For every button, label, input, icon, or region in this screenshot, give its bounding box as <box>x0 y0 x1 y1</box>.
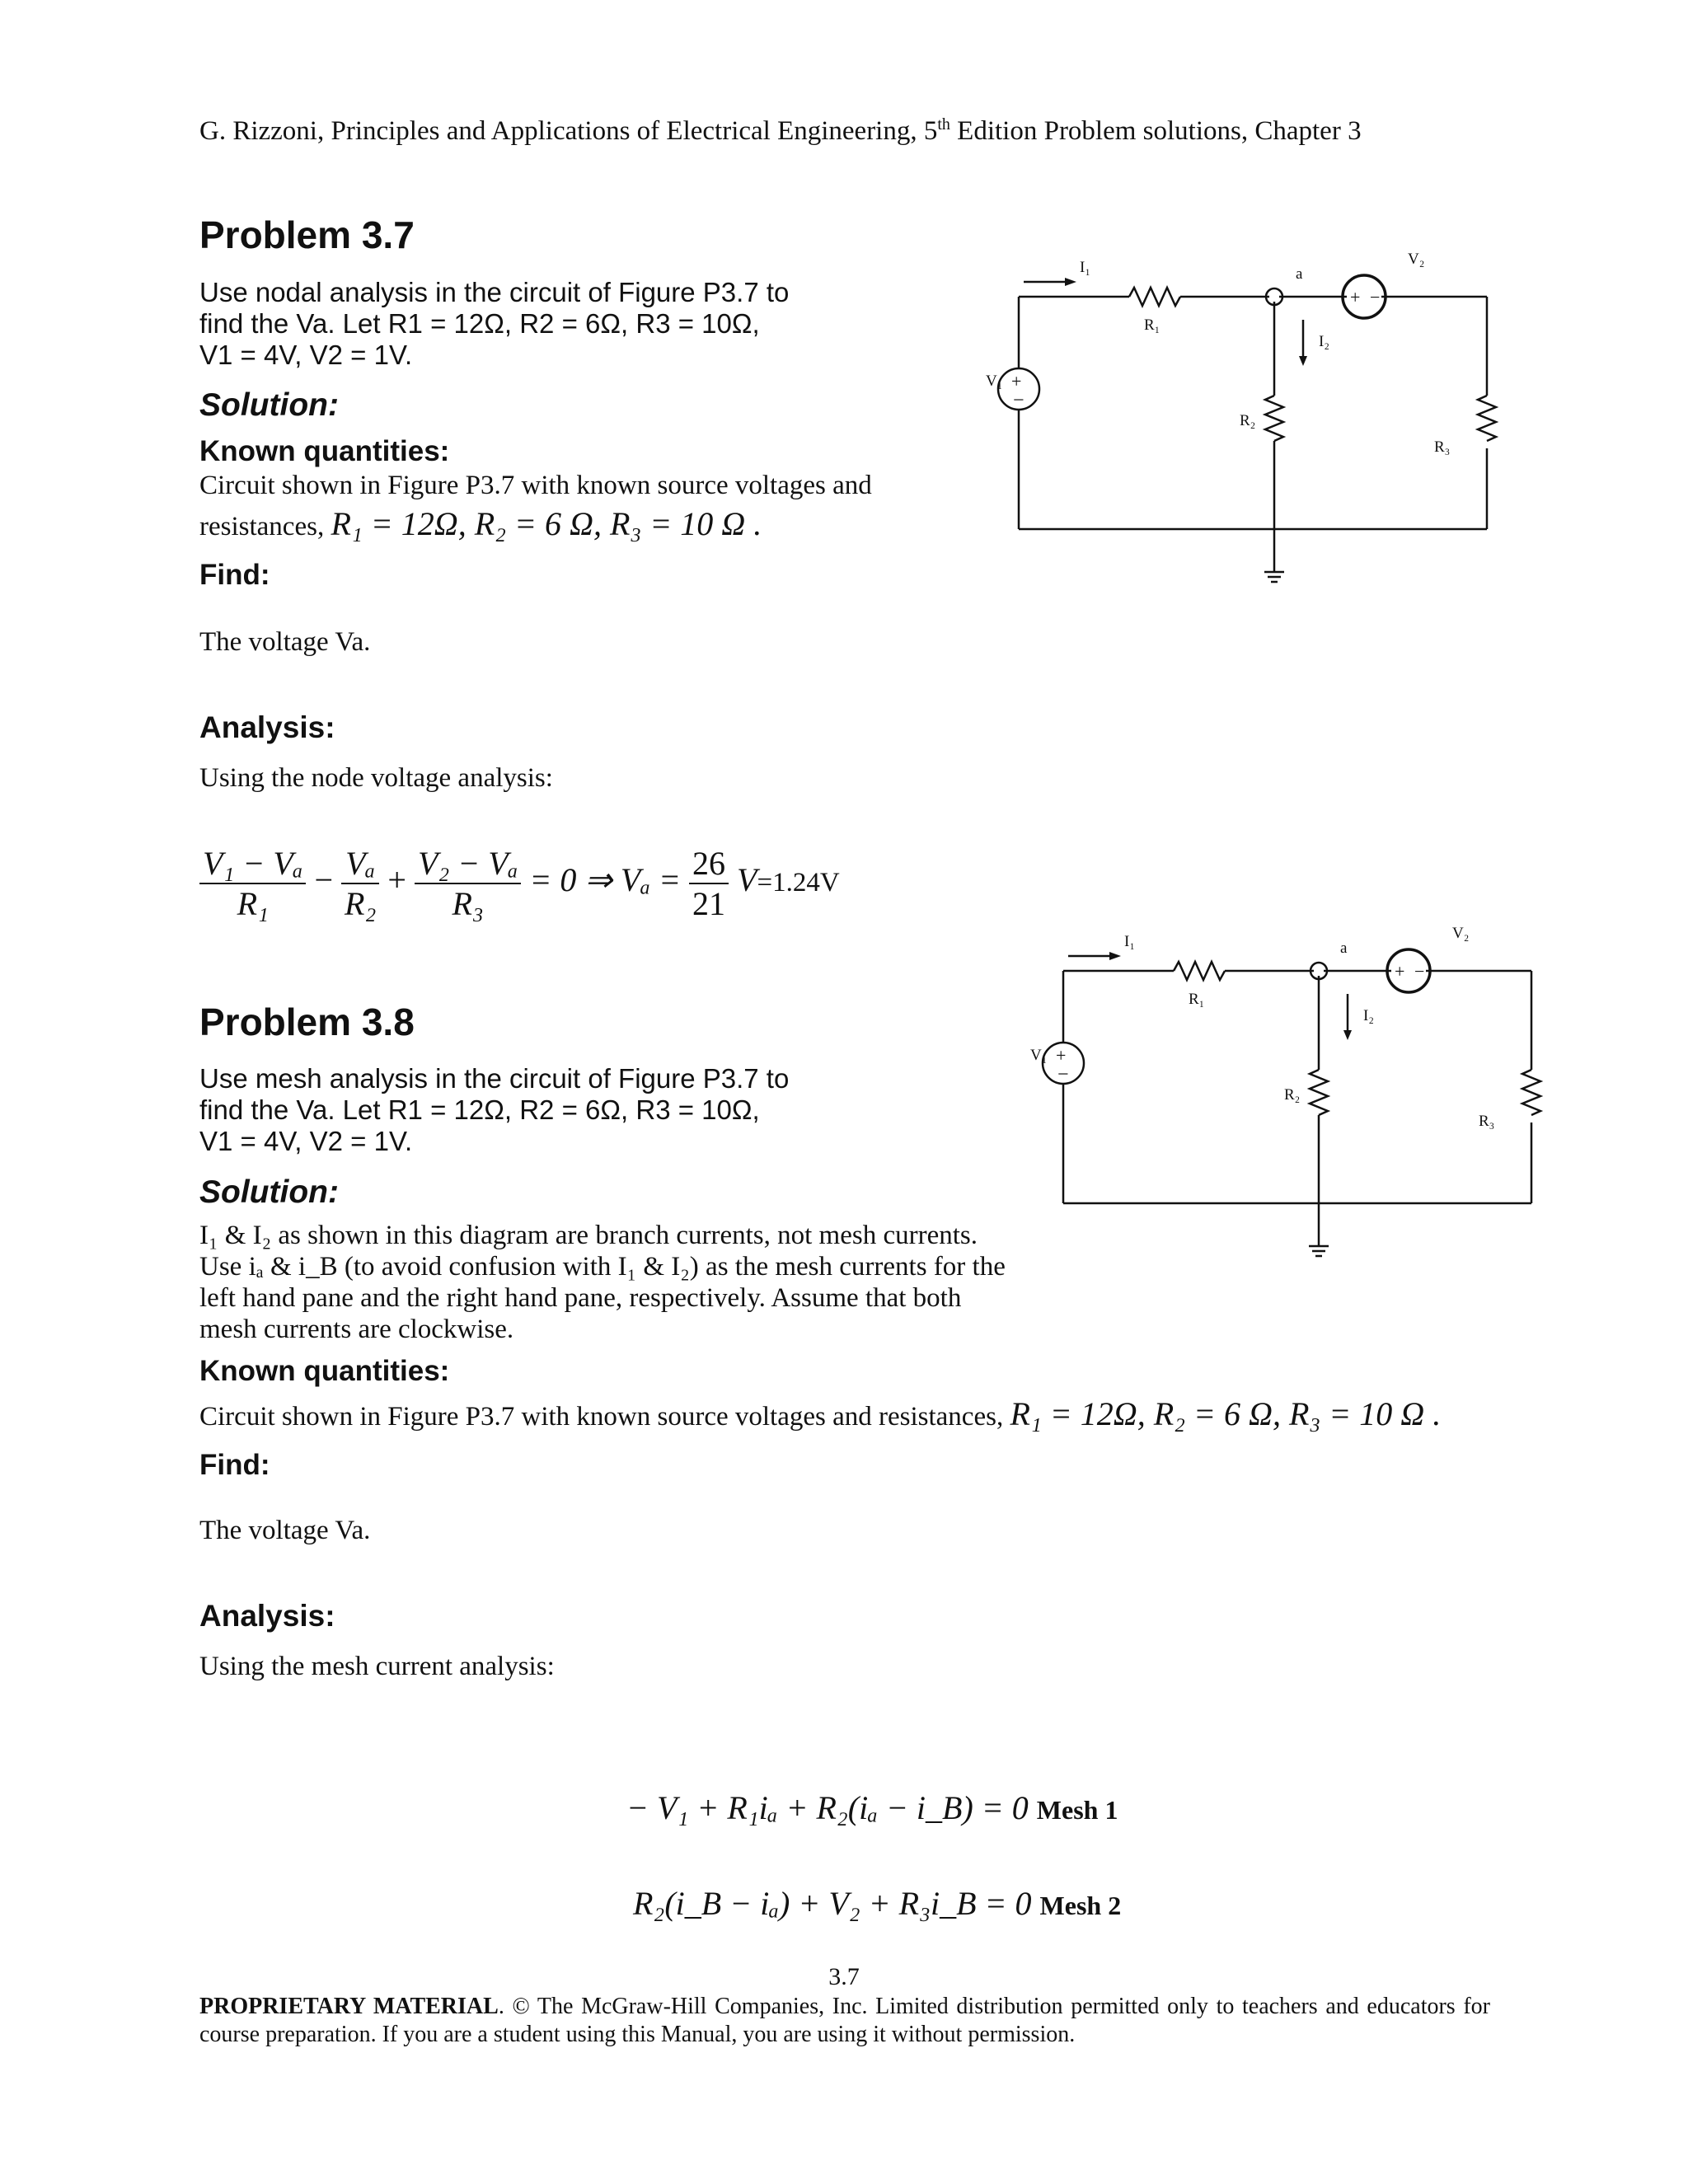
header-text-after: Edition Problem solutions, Chapter 3 <box>950 116 1362 146</box>
label-v2-plus: + <box>1395 961 1405 982</box>
mesh-2-equation <box>633 1884 1121 1923</box>
unit: V <box>737 861 757 899</box>
mesh-1-label: Mesh 1 <box>1036 1795 1118 1825</box>
label-i2: I₂ <box>1363 1007 1374 1024</box>
denominator: 21 <box>692 885 726 922</box>
mesh-2-label: Mesh 2 <box>1039 1891 1122 1920</box>
label-r3: R₃ <box>1479 1113 1495 1130</box>
label-r2: R₂ <box>1284 1086 1301 1104</box>
denominator: R₂ <box>345 885 377 922</box>
problem-3-8-statement <box>199 1063 789 1157</box>
fraction <box>341 844 379 923</box>
problem-3-7-statement <box>199 277 789 371</box>
problem-3-7-title: Problem 3.7 <box>199 213 415 256</box>
denominator: R₃ <box>452 885 484 922</box>
solution-heading: Solution: <box>199 1174 339 1210</box>
label-r1: R₁ <box>1189 991 1205 1008</box>
label-i1: I₁ <box>1124 933 1135 950</box>
header-superscript: th <box>937 115 950 134</box>
statement-line: find the Va. Let R1 = 12Ω, R2 = 6Ω, R3 = 10Ω, <box>199 1094 760 1125</box>
label-v2: V₂ <box>1408 251 1425 268</box>
nodal-equation <box>199 844 840 923</box>
numerator: Vₐ <box>341 844 379 884</box>
label-v2-minus: − <box>1414 961 1425 982</box>
statement-line: Use mesh analysis in the circuit of Figure P3.7 to <box>199 1063 790 1094</box>
numerator: V₁ − Vₐ <box>199 844 306 884</box>
analysis-heading: Analysis: <box>199 710 335 744</box>
label-v1-plus: + <box>1056 1045 1067 1066</box>
label-v2: V₂ <box>1452 925 1470 942</box>
fraction <box>415 844 521 923</box>
footer-bold: PROPRIETARY MATERIAL <box>199 1994 499 2019</box>
mesh-2-formula: R₂(i_B − iₐ) + V₂ + R₃i_B = 0 <box>633 1885 1032 1922</box>
label-r2: R₂ <box>1240 412 1256 429</box>
label-i1: I₁ <box>1080 259 1090 276</box>
footer-notice <box>199 1993 1490 2049</box>
label-r3: R₃ <box>1434 438 1451 456</box>
mesh-1-equation <box>626 1788 1118 1827</box>
find-text: The voltage Va. <box>199 1516 371 1545</box>
circuit-diagram-p3-7 <box>973 239 1517 602</box>
analysis-heading: Analysis: <box>199 1599 335 1633</box>
analysis-text: Using the mesh current analysis: <box>199 1652 555 1681</box>
solution-line: I₁ & I₂ as shown in this diagram are branch currents, not mesh currents. <box>199 1221 978 1250</box>
fraction <box>689 844 729 923</box>
mesh-1-formula: − V₁ + R₁iₐ + R₂(iₐ − i_B) = 0 <box>626 1789 1029 1826</box>
find-heading: Find: <box>199 1449 270 1481</box>
known-quantities-heading: Known quantities: <box>199 1355 450 1387</box>
fraction <box>199 844 306 923</box>
label-r1: R₁ <box>1144 316 1160 334</box>
label-v1: V₁ <box>1030 1047 1048 1064</box>
known-text: Circuit shown in Figure P3.7 with known source voltages and resistances, <box>199 1402 1010 1432</box>
solution-line: Use iₐ & i_B (to avoid confusion with I₁ & I₂) as the mesh currents for the <box>199 1252 1006 1282</box>
page-header <box>199 115 1362 147</box>
statement-line: V1 = 4V, V2 = 1V. <box>199 1126 413 1156</box>
problem-3-8-title: Problem 3.8 <box>199 1001 415 1043</box>
label-node-a: a <box>1296 265 1303 283</box>
label-v2-minus: − <box>1370 287 1381 307</box>
label-i2: I₂ <box>1319 333 1329 350</box>
label-v1-minus: − <box>1057 1064 1069 1085</box>
analysis-text: Using the node voltage analysis: <box>199 763 553 793</box>
solution-line: mesh currents are clockwise. <box>199 1315 514 1344</box>
equation-middle: = 0 ⇒ Vₐ = <box>529 861 682 899</box>
solution-line: left hand pane and the right hand pane, respectively. Assume that both <box>199 1283 962 1313</box>
label-v1-plus: + <box>1011 371 1022 391</box>
label-v1-minus: − <box>1013 390 1025 411</box>
solution-text <box>199 1220 1006 1345</box>
statement-line: Use nodal analysis in the circuit of Figure P3.7 to <box>199 277 790 307</box>
circuit-diagram-p3-8 <box>1017 913 1561 1276</box>
known-quantities-text-1: Circuit shown in Figure P3.7 with known source voltages and <box>199 471 872 500</box>
known-quantities-heading: Known quantities: <box>199 435 450 467</box>
denominator: R₁ <box>237 885 269 922</box>
result: =1.24V <box>757 868 840 898</box>
known-math: R₁ = 12Ω, R₂ = 6 Ω, R₃ = 10 Ω . <box>331 505 762 542</box>
label-v1: V₁ <box>986 373 1003 390</box>
solution-heading: Solution: <box>199 387 339 423</box>
label-v2-plus: + <box>1350 287 1361 307</box>
operator: − <box>314 861 334 899</box>
operator: + <box>387 861 406 899</box>
known-math: R₁ = 12Ω, R₂ = 6 Ω, R₃ = 10 Ω . <box>1010 1395 1442 1432</box>
numerator: 26 <box>689 844 729 884</box>
known-quantities-text-2 <box>199 504 762 543</box>
label-node-a: a <box>1340 940 1348 957</box>
footer-text: . © The McGraw-Hill Companies, Inc. Limited distribution permitted only to teachers and educators for course preparation. If you are a student using this Manual, you are using it without permission. <box>199 1994 1490 2047</box>
known-quantities-text <box>199 1394 1441 1433</box>
header-text: G. Rizzoni, Principles and Applications of Electrical Engineering, 5 <box>199 116 938 146</box>
known-prefix: resistances, <box>199 512 331 541</box>
find-heading: Find: <box>199 559 270 591</box>
numerator: V₂ − Vₐ <box>415 844 521 884</box>
statement-line: find the Va. Let R1 = 12Ω, R2 = 6Ω, R3 = 10Ω, <box>199 308 760 339</box>
page-number: 3.7 <box>828 1963 860 1990</box>
find-text: The voltage Va. <box>199 627 371 657</box>
statement-line: V1 = 4V, V2 = 1V. <box>199 340 413 370</box>
